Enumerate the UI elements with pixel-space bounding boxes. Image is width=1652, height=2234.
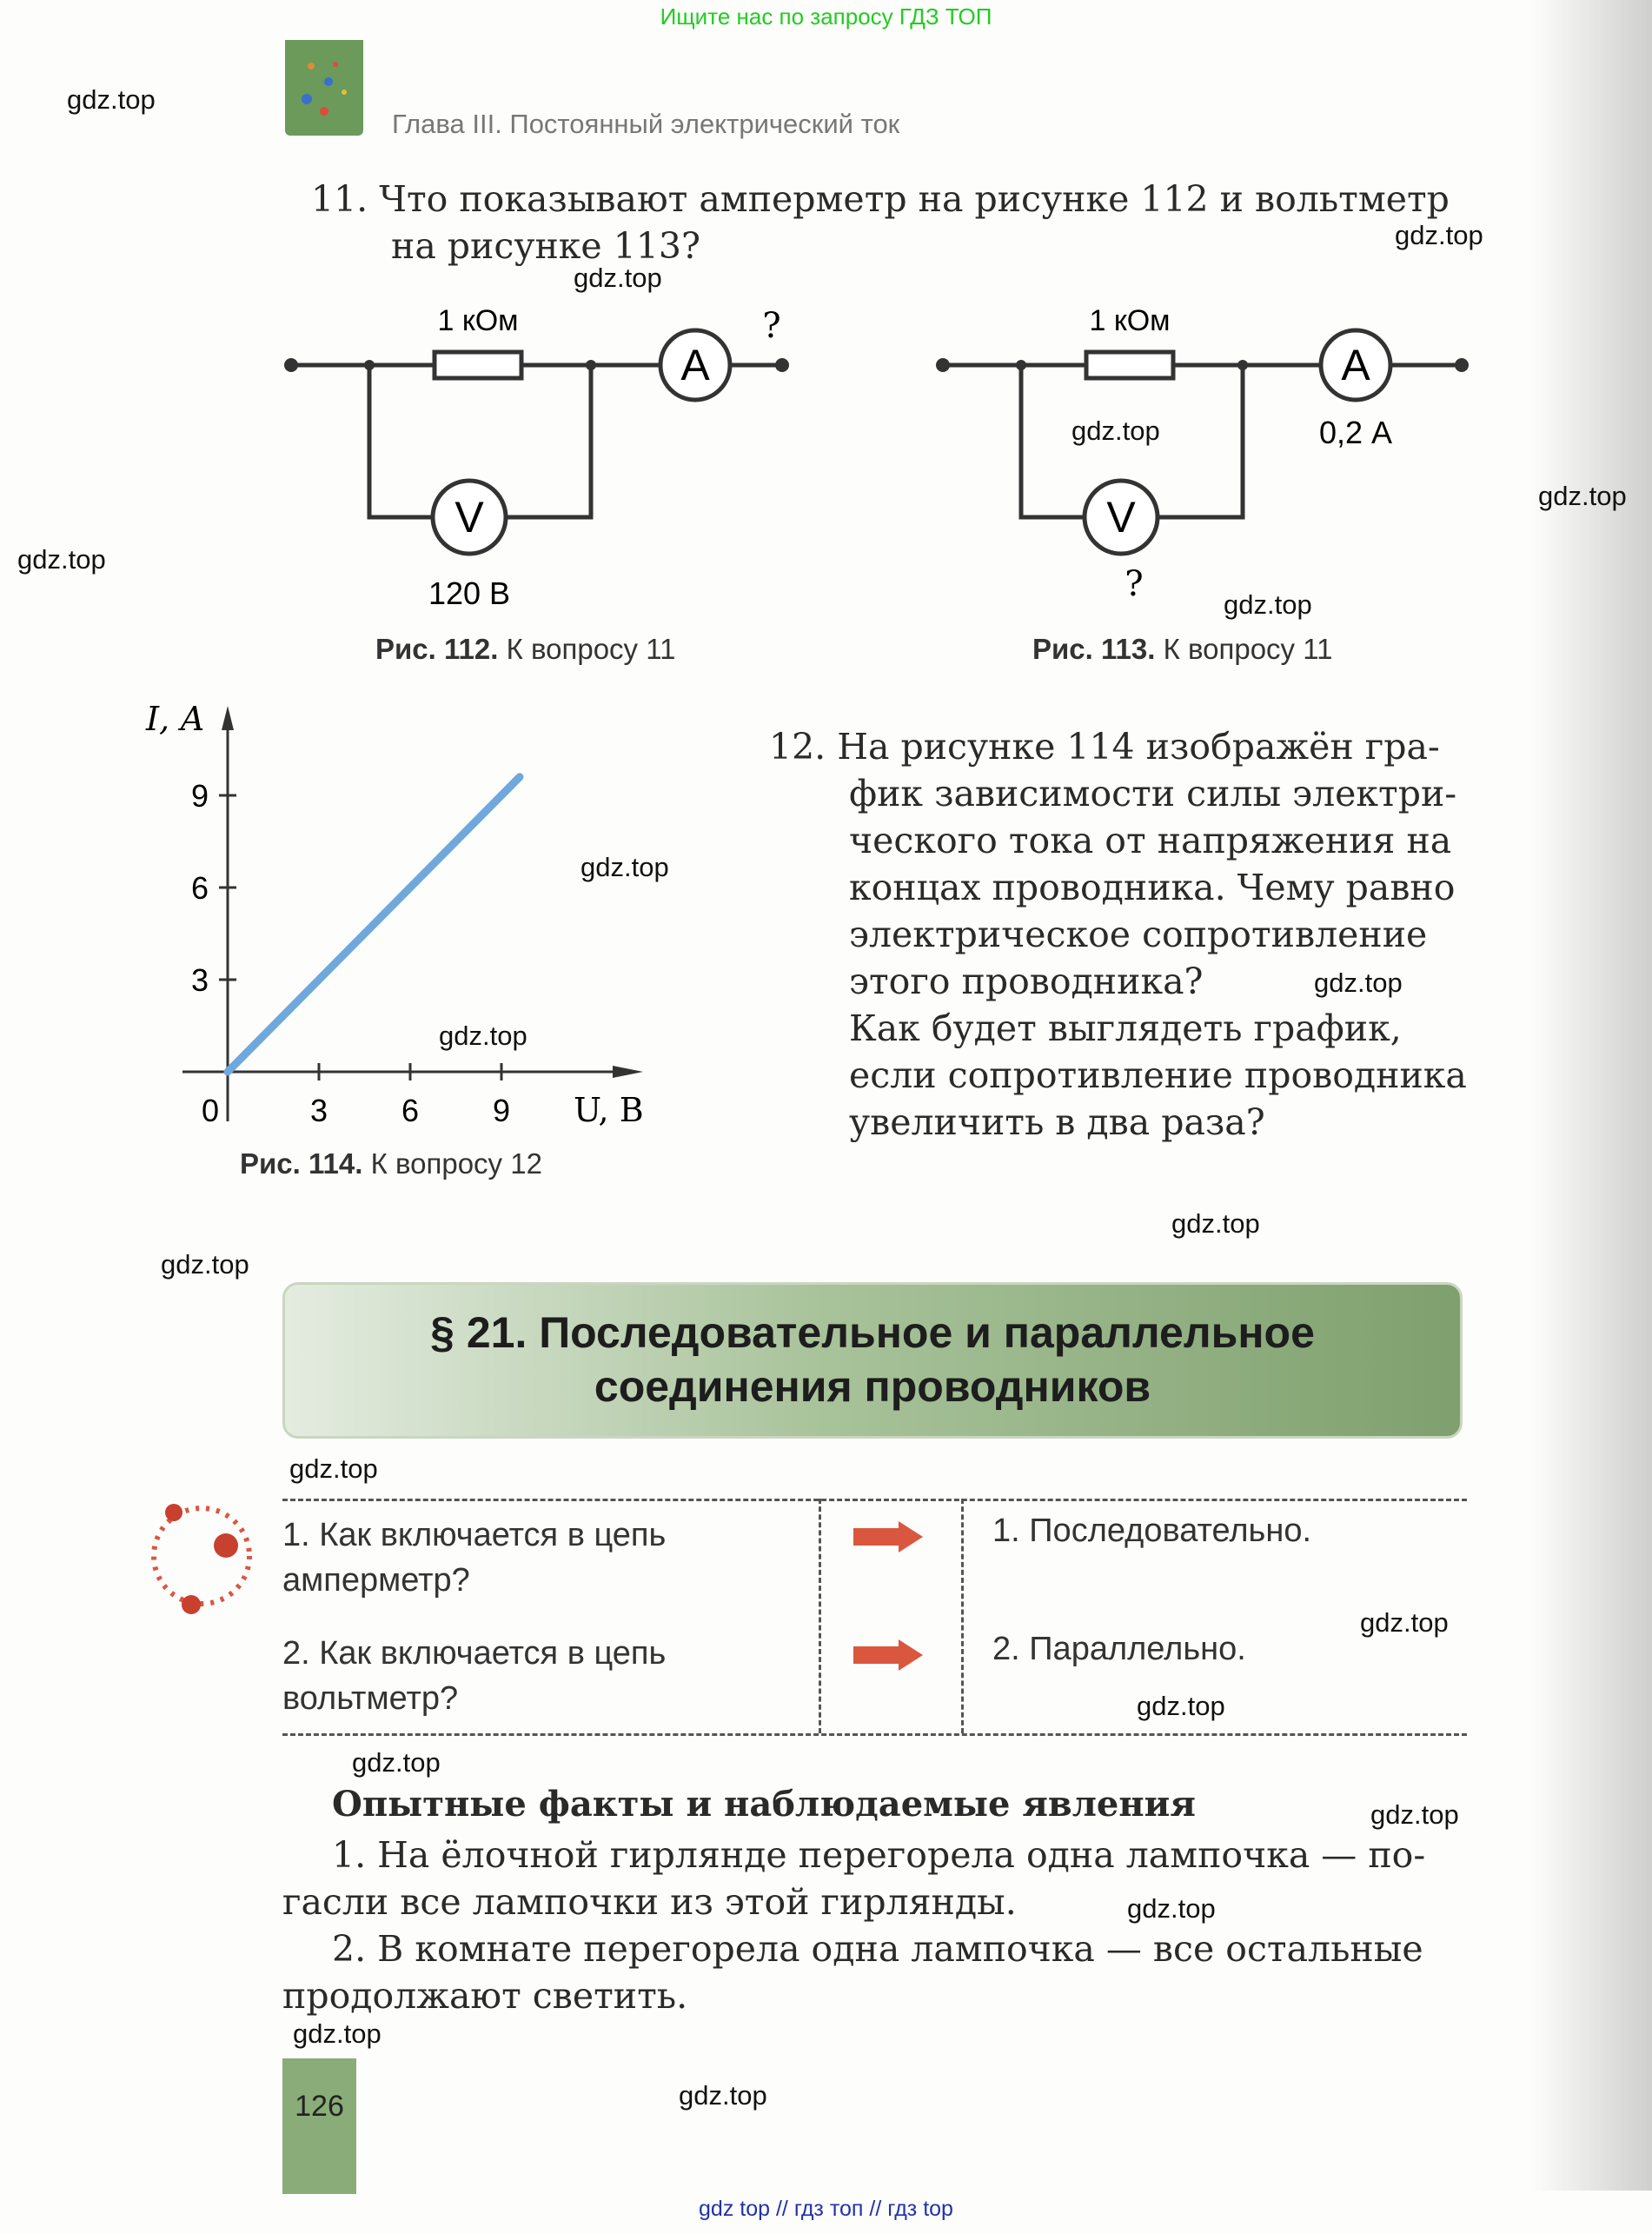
page-edge-shadow [1530, 0, 1652, 2191]
watermark: gdz.top [161, 1249, 249, 1280]
ammeter-value: ? [762, 306, 781, 346]
figure-113-caption: Рис. 113. К вопросу 11 [1032, 633, 1333, 665]
chapter-tab-icon [285, 40, 363, 136]
arrow-right-icon [853, 1521, 923, 1552]
watermark: gdz.top [1071, 416, 1160, 446]
x-axis-label: U, В [574, 1091, 644, 1129]
q12-line: увеличить в два раза? [849, 1101, 1265, 1143]
q12-line: этого проводника? [849, 961, 1204, 1002]
table-answer-1: 1. Последовательно. [992, 1513, 1312, 1549]
voltmeter-value: ? [1125, 564, 1144, 604]
chapter-header: Глава III. Постоянный электрический ток [392, 109, 900, 139]
section-title-line1: § 21. Последовательное и параллельное [430, 1308, 1315, 1357]
y-axis-arrow [222, 706, 234, 730]
q12-line: 12. На рисунке 114 изображён гра- [769, 726, 1440, 768]
arrow-right-icon [853, 1639, 923, 1671]
q12-line: ческого тока от напряжения на [849, 820, 1452, 861]
ammeter-symbol: A [1341, 341, 1370, 389]
x-tick-label: 3 [309, 1093, 328, 1128]
footer-links[interactable]: gdz top // гдз топ // гдз top [699, 2197, 953, 2221]
watermark: gdz.top [1314, 967, 1403, 998]
voltmeter-value: 120 В [428, 575, 511, 611]
resistor-label: 1 кОм [1089, 304, 1171, 337]
question-text: Что показывают амперметр на рисунке 112 и вольтметр [379, 178, 1450, 220]
watermark: gdz.top [1360, 1607, 1449, 1638]
resistor-label: 1 кОм [437, 304, 519, 337]
page-number-tab [282, 2058, 356, 2194]
current-voltage-graph [130, 695, 695, 1139]
voltmeter-symbol: V [454, 493, 484, 542]
watermark: gdz.top [1224, 589, 1312, 620]
figure-112-caption: Рис. 112. К вопросу 11 [375, 633, 676, 665]
page-number: 126 [295, 2090, 344, 2123]
q12-line: концах проводника. Чему равно [849, 867, 1456, 908]
watermark: gdz.top [1137, 1691, 1225, 1721]
table-question-2: 2. Как включается в цепь вольтметр? [282, 1635, 667, 1717]
table-answer-2: 2. Параллельно. [992, 1631, 1246, 1667]
watermark: gdz.top [1127, 1893, 1216, 1924]
watermark: gdz.top [679, 2080, 767, 2111]
y-tick-label: 9 [190, 778, 209, 814]
origin-label: 0 [202, 1093, 220, 1128]
watermark: gdz.top [581, 852, 669, 882]
watermark: gdz.top [67, 84, 156, 115]
watermark: gdz.top [574, 263, 662, 293]
circuit-diagram-113 [930, 296, 1469, 626]
x-tick-label: 6 [401, 1093, 420, 1128]
table-border-top [282, 1499, 1467, 1501]
q12-line: Как будет выглядеть график, [849, 1007, 1402, 1049]
table-divider [819, 1499, 821, 1733]
facts-heading: Опытные факты и наблюдаемые явления [332, 1784, 1196, 1825]
question-text-2: на рисунке 113? [391, 225, 700, 267]
watermark: gdz.top [293, 2018, 381, 2049]
figure-114-caption: Рис. 114. К вопросу 12 [240, 1147, 542, 1180]
watermark: gdz.top [1395, 220, 1483, 250]
q12-line: электрическое сопротивление [849, 914, 1428, 955]
question-11 [311, 176, 1450, 269]
watermark: gdz.top [289, 1453, 378, 1484]
section-title-banner [282, 1282, 1463, 1439]
table-border-bottom [282, 1733, 1467, 1736]
voltmeter-symbol: V [1106, 493, 1136, 542]
circuit-diagram-112 [278, 296, 817, 626]
ammeter-value: 0,2 А [1318, 415, 1393, 450]
table-question-1: 1. Как включается в цепь амперметр? [282, 1517, 667, 1599]
table-divider [961, 1499, 964, 1733]
question-answer-icon [148, 1493, 261, 1619]
y-axis-label: I, А [146, 700, 205, 738]
facts-text: 1. На ёлочной гирлянде перегорела одна лампочка — по- гасли все лампочки из этой гирлянды. 2. В комнате перегорела одна лампочка — все остальные продолжают светить. [282, 1834, 1426, 2017]
x-axis-arrow [613, 1066, 643, 1078]
watermark: gdz.top [352, 1747, 441, 1778]
section-title-line2: соединения проводников [594, 1362, 1151, 1411]
watermark: gdz.top [1370, 1799, 1459, 1830]
q12-line: если сопротивление проводника [849, 1054, 1467, 1096]
top-search-banner[interactable]: Ищите нас по запросу ГДЗ ТОП [660, 3, 992, 30]
question-12 [769, 723, 1469, 1146]
watermark: gdz.top [1538, 481, 1627, 511]
watermark: gdz.top [1171, 1208, 1260, 1239]
watermark: gdz.top [17, 544, 106, 575]
question-number: 11. [311, 178, 368, 220]
q12-line: фик зависимости силы электри- [849, 773, 1457, 814]
watermark: gdz.top [439, 1021, 527, 1051]
y-tick-label: 6 [190, 870, 209, 906]
x-tick-label: 9 [492, 1093, 511, 1128]
y-tick-label: 3 [190, 962, 209, 998]
ammeter-symbol: A [680, 341, 710, 389]
